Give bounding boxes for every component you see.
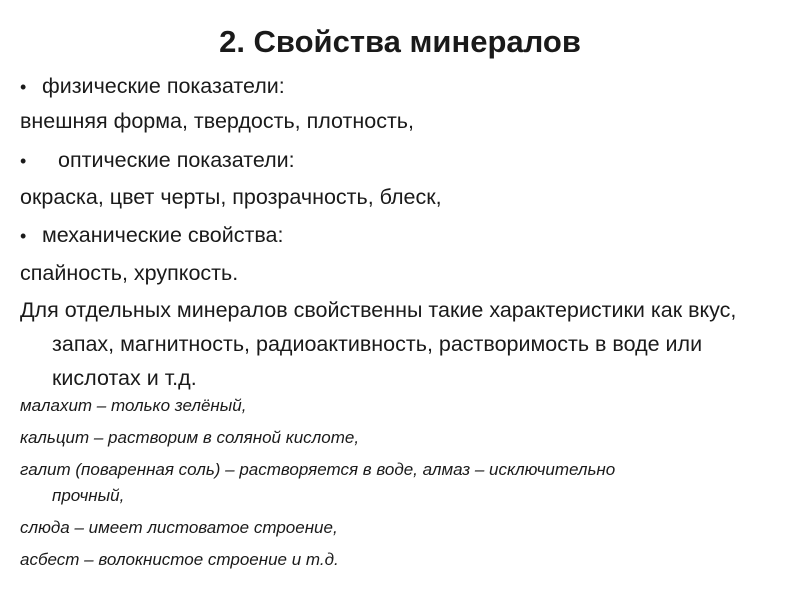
bullet-mechanical [20,221,283,250]
detail-optical: окраска, цвет черты, прозрачность, блеск, [20,185,442,209]
slide-title: 2. Свойства минералов [219,24,581,59]
bullet-heading-optical: оптические показатели: [58,148,295,172]
example-calcite: кальцит – растворим в соляной кислоте, [20,428,360,447]
example-mica: слюда – имеет листоватое строение, [20,518,338,537]
bullet-heading-mechanical: механические свойства: [42,223,284,247]
example-asbestos: асбест – волокнистое строение и т.д. [20,550,339,569]
example-malachite: малахит – только зелёный, [20,396,247,415]
bullet-icon: • [20,77,27,97]
characteristics-paragraph: Для отдельных минералов свойственны такие характеристики как вкус, запах, магнитность, радиоактивность, растворимость в воде или кислотах и т.д. [20,298,737,390]
detail-mechanical: спайность, хрупкость. [20,261,239,285]
bullet-heading-physical: физические показатели: [42,74,285,98]
example-halite-diamond: галит (поваренная соль) – растворяется в воде, алмаз – исключительно прочный, [20,460,616,505]
bullet-icon: • [20,151,27,171]
bullet-icon: • [20,226,27,246]
detail-physical: внешняя форма, твердость, плотность, [20,109,414,133]
bullet-optical [20,146,295,175]
bullet-physical [20,72,285,101]
